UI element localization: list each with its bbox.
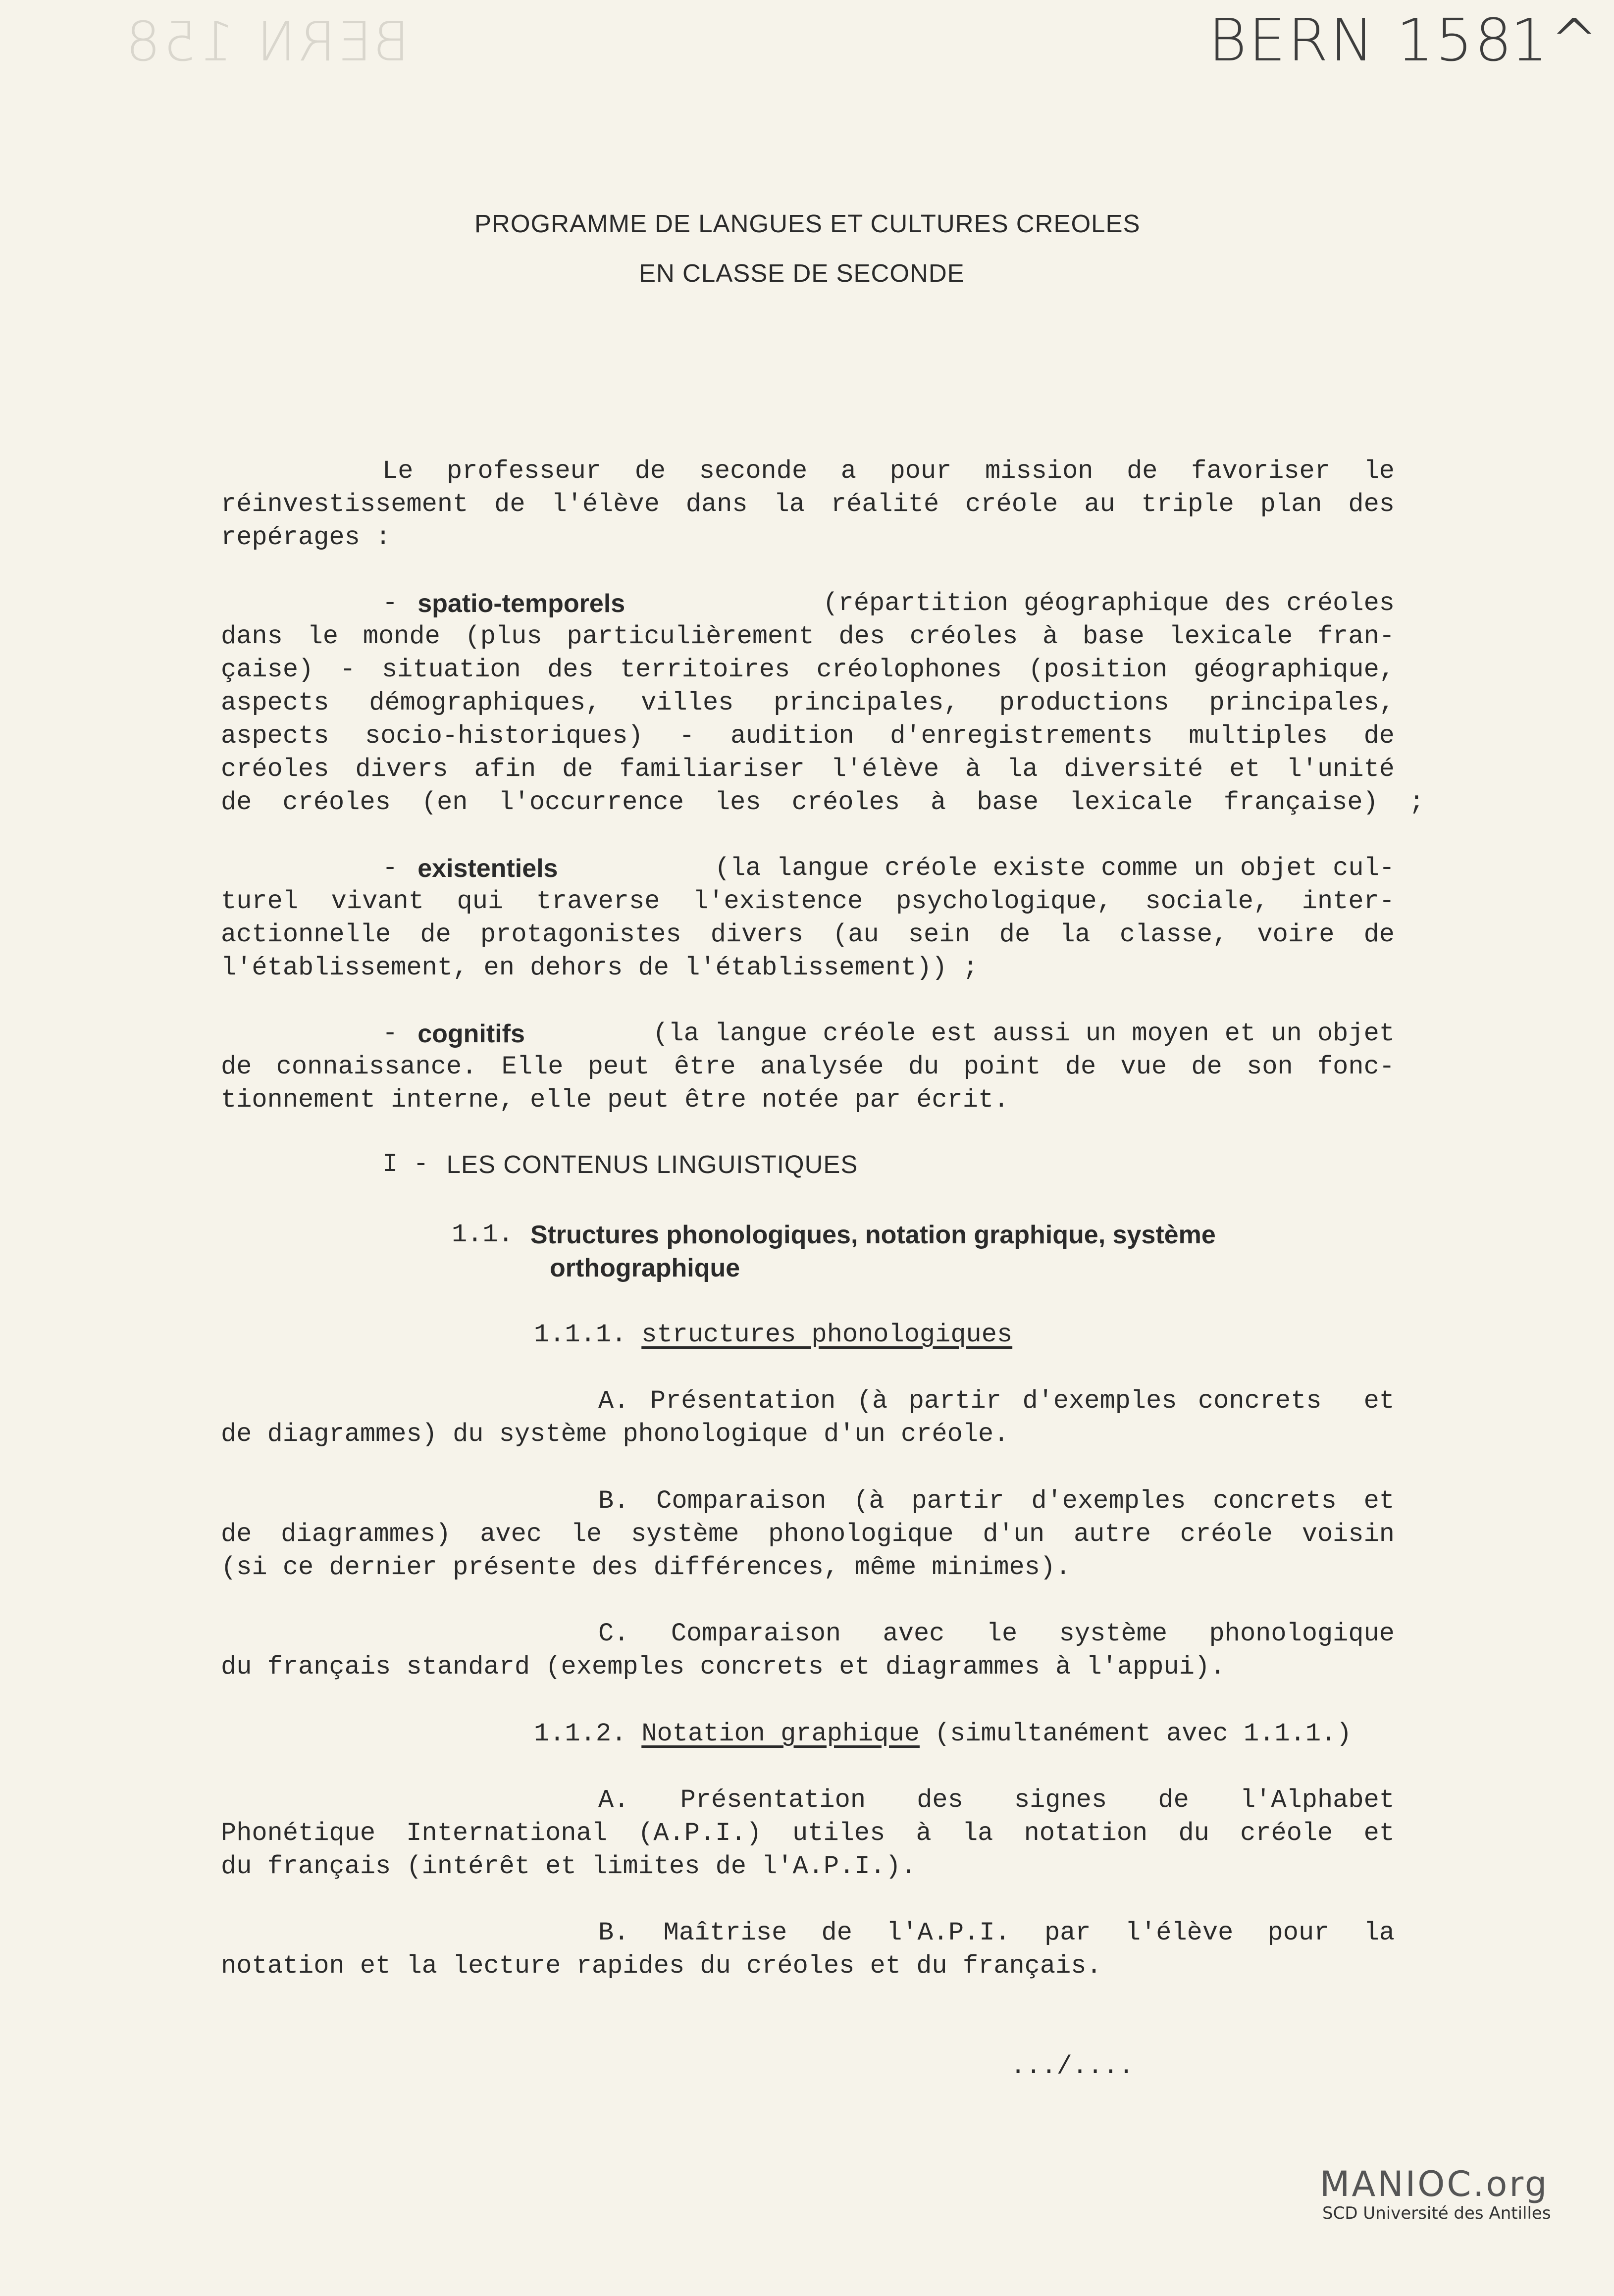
section-I-title: LES CONTENUS LINGUISTIQUES xyxy=(446,1150,858,1178)
cognitifs-line-2: de connaissance. Elle peut être analysée du point de vue de son fonc- xyxy=(221,1052,1395,1081)
section-1-1-1-number: 1.1.1. xyxy=(534,1320,627,1349)
item-1-1-2-A-line-2: Phonétique International (A.P.I.) utiles à la notation du créole et xyxy=(221,1819,1395,1848)
existentiels-term: existentiels xyxy=(417,854,558,883)
section-I-heading xyxy=(382,1148,858,1181)
bullet-dash: - xyxy=(382,1019,398,1048)
existentiels-line-3: actionnelle de protagonistes divers (au sein de la classe, voire de xyxy=(221,920,1395,949)
section-1-1-1-title: structures phonologiques xyxy=(641,1320,1013,1349)
section-1-1-2-title: Notation graphique xyxy=(641,1719,920,1748)
spatio-line-4: aspects démographiques, villes principales, productions principales, xyxy=(221,688,1395,717)
intro-line-2: réinvestissement de l'élève dans la réalité créole au triple plan des xyxy=(221,490,1395,519)
cognitifs-line-1-rest: (la langue créole est aussi un moyen et un objet xyxy=(653,1019,1395,1048)
section-1-1-title-line-1: Structures phonologiques, notation graphique, système xyxy=(530,1221,1216,1249)
section-1-1-2-note: (simultanément avec 1.1.1.) xyxy=(934,1719,1352,1748)
section-1-1-title-line-2: orthographique xyxy=(550,1254,740,1282)
item-1-1-2-A-line-1: A. Présentation des signes de l'Alphabet xyxy=(598,1786,1395,1815)
section-1-1-1-heading xyxy=(534,1318,1012,1352)
section-1-1-2-heading xyxy=(534,1717,1352,1751)
manioc-subtitle: SCD Université des Antilles xyxy=(1322,2203,1551,2223)
section-1-1-heading xyxy=(452,1218,1216,1252)
continuation-mark: .../.... xyxy=(1010,2052,1134,2081)
spatio-term: spatio-temporels xyxy=(417,589,625,618)
item-1-1-1-B-line-2: de diagrammes) avec le système phonologique d'un autre créole voisin xyxy=(221,1520,1395,1549)
section-1-1-number: 1.1. xyxy=(452,1220,514,1249)
section-I-number: I - xyxy=(382,1150,429,1179)
item-1-1-2-B-line-2: notation et la lecture rapides du créoles et du français. xyxy=(221,1951,1102,1981)
spatio-line-6: créoles divers afin de familiariser l'élève à la diversité et l'unité xyxy=(221,755,1395,784)
intro-line-1: Le professeur de seconde a pour mission de favoriser le xyxy=(382,457,1395,486)
spatio-line-2: dans le monde (plus particulièrement des créoles à base lexicale fran- xyxy=(221,622,1395,651)
item-1-1-1-C-line-1: C. Comparaison avec le système phonologique xyxy=(598,1619,1395,1648)
cognitifs-line-1 xyxy=(382,1017,1395,1051)
bullet-dash: - xyxy=(382,589,398,618)
manioc-logo: MANIOC.org xyxy=(1320,2164,1549,2204)
spatio-line-1 xyxy=(382,587,1395,620)
item-1-1-2-A-line-3: du français (intérêt et limites de l'A.P.I.). xyxy=(221,1852,917,1881)
item-1-1-1-B-line-3: (si ce dernier présente des différences, même minimes). xyxy=(221,1553,1071,1582)
cognitifs-line-3: tionnement interne, elle peut être notée par écrit. xyxy=(221,1085,1009,1115)
item-1-1-1-B-line-1: B. Comparaison (à partir d'exemples concrets et xyxy=(598,1486,1395,1516)
bleed-through-annotation: BERN 158 xyxy=(124,10,410,73)
intro-line-3: repérages : xyxy=(221,523,391,552)
bullet-dash: - xyxy=(382,854,398,883)
existentiels-line-2: turel vivant qui traverse l'existence psychologique, sociale, inter- xyxy=(221,887,1395,916)
title-line-2: EN CLASSE DE SECONDE xyxy=(639,259,965,287)
handwritten-page-number: 1^ xyxy=(1510,6,1601,74)
title-line-1: PROGRAMME DE LANGUES ET CULTURES CREOLES xyxy=(474,209,1141,238)
spatio-line-1-rest: (répartition géographique des créoles xyxy=(823,589,1395,618)
existentiels-line-1 xyxy=(382,852,1395,885)
item-1-1-1-A-line-1: A. Présentation (à partir d'exemples concrets et xyxy=(598,1386,1395,1416)
cognitifs-term: cognitifs xyxy=(417,1020,525,1048)
item-1-1-2-B-line-1: B. Maîtrise de l'A.P.I. par l'élève pour la xyxy=(598,1918,1395,1947)
existentiels-line-4: l'établissement, en dehors de l'établissement)) ; xyxy=(221,953,979,982)
spatio-line-3: çaise) - situation des territoires créolophones (position géographique, xyxy=(221,655,1395,684)
item-1-1-1-C-line-2: du français standard (exemples concrets et diagrammes à l'appui). xyxy=(221,1652,1226,1682)
spatio-line-7: de créoles (en l'occurrence les créoles à base lexicale française) ; xyxy=(221,788,1424,817)
existentiels-line-1-rest: (la langue créole existe comme un objet cul- xyxy=(714,854,1395,883)
handwritten-reference: BERN 158 xyxy=(1208,6,1514,74)
item-1-1-1-A-line-2: de diagrammes) du système phonologique d'un créole. xyxy=(221,1420,1009,1449)
section-1-1-2-number: 1.1.2. xyxy=(534,1719,627,1748)
spatio-line-5: aspects socio-historiques) - audition d'enregistrements multiples de xyxy=(221,721,1395,751)
